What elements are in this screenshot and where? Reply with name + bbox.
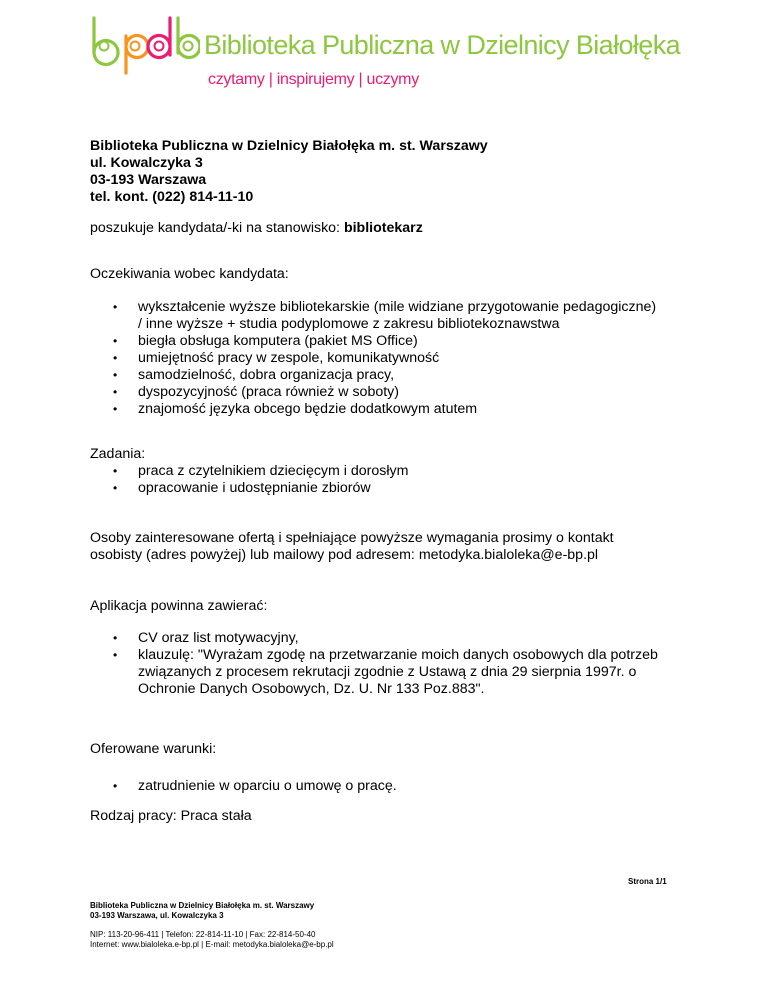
list-item: • klauzulę: "Wyrażam zgodę na przetwarzanie moich danych osobowych dla potrzeb związanych z procesem rekrutacji zgodnie z Ustawą z dnia 29 sierpnia 1997r. o Ochronie Danych Osobowych, Dz. U. Nr 133 Poz.883". <box>138 647 688 698</box>
work-type: Rodzaj pracy: Praca stała <box>90 808 252 824</box>
conditions-list <box>138 778 658 795</box>
address-line: Biblioteka Publiczna w Dzielnicy Białołęka m. st. Warszawy <box>90 138 488 154</box>
logo-letter-d-icon <box>148 18 170 58</box>
tasks-heading: Zadania: <box>90 446 146 462</box>
address-line: ul. Kowalczyka 3 <box>90 155 203 171</box>
list-item: • opracowanie i udostępnianie zbiorów <box>138 480 658 497</box>
list-item: • CV oraz list motywacyjny, <box>138 630 688 647</box>
library-name: Biblioteka Publiczna w Dzielnicy Białołęka <box>204 30 681 60</box>
expectations-heading: Oczekiwania wobec kandydata: <box>90 266 289 282</box>
list-item: • dyspozycyjność (praca również w soboty) <box>138 384 658 401</box>
contact-line: osobisty (adres powyżej) lub mailowy pod adresem: metodyka.bialoleka@e-bp.pl <box>90 547 599 563</box>
list-item: • zatrudnienie w oparciu o umowę o pracę. <box>138 778 658 795</box>
footer-line: Internet: www.bialoleka.e-bp.pl | E-mail: metodyka.bialoleka@e-bp.pl <box>90 940 334 949</box>
logo-letter-b2-icon <box>178 18 200 58</box>
page-number: Strona 1/1 <box>628 877 667 886</box>
footer-address <box>90 901 314 921</box>
position-intro: poszukuje kandydata/-ki na stanowisko: <box>90 220 344 236</box>
footer-line: 03-193 Warszawa, ul. Kowalczyka 3 <box>90 911 224 920</box>
footer-contact <box>90 930 334 950</box>
conditions-heading: Oferowane warunki: <box>90 741 217 757</box>
application-list <box>138 630 688 698</box>
expectations-list <box>138 299 658 418</box>
list-item: • wykształcenie wyższe bibliotekarskie (mile widziane przygotowanie pedagogiczne) / inne wyższe + studia podyplomowe z zakresu bibliotekoznawstwa <box>138 299 658 333</box>
list-item: • biegła obsługa komputera (pakiet MS Office) <box>138 333 658 350</box>
footer-line: Biblioteka Publiczna w Dzielnicy Białołęka m. st. Warszawy <box>90 901 315 910</box>
list-item: • znajomość języka obcego będzie dodatkowym atutem <box>138 401 658 418</box>
list-item: • samodzielność, dobra organizacja pracy, <box>138 367 658 384</box>
tasks-list <box>138 463 658 497</box>
address-line: tel. kont. (022) 814-11-10 <box>90 189 254 205</box>
contact-paragraph <box>90 530 614 564</box>
application-heading: Aplikacja powinna zawierać: <box>90 598 268 614</box>
footer-line: NIP: 113-20-96-411 | Telefon: 22-814-11-10 | Fax: 22-814-50-40 <box>90 930 316 939</box>
position-title: bibliotekarz <box>343 220 423 236</box>
list-item: • praca z czytelnikiem dziecięcym i dorosłym <box>138 463 658 480</box>
library-slogan: czytamy | inspirujemy | uczymy <box>208 71 419 88</box>
position-line <box>90 220 423 237</box>
list-item: • umiejętność pracy w zespole, komunikatywność <box>138 350 658 367</box>
address-block <box>90 138 488 206</box>
contact-line: Osoby zainteresowane ofertą i spełniające powyższe wymagania prosimy o kontakt <box>90 530 614 546</box>
bpdb-logo <box>90 15 200 75</box>
address-line: 03-193 Warszawa <box>90 172 207 188</box>
